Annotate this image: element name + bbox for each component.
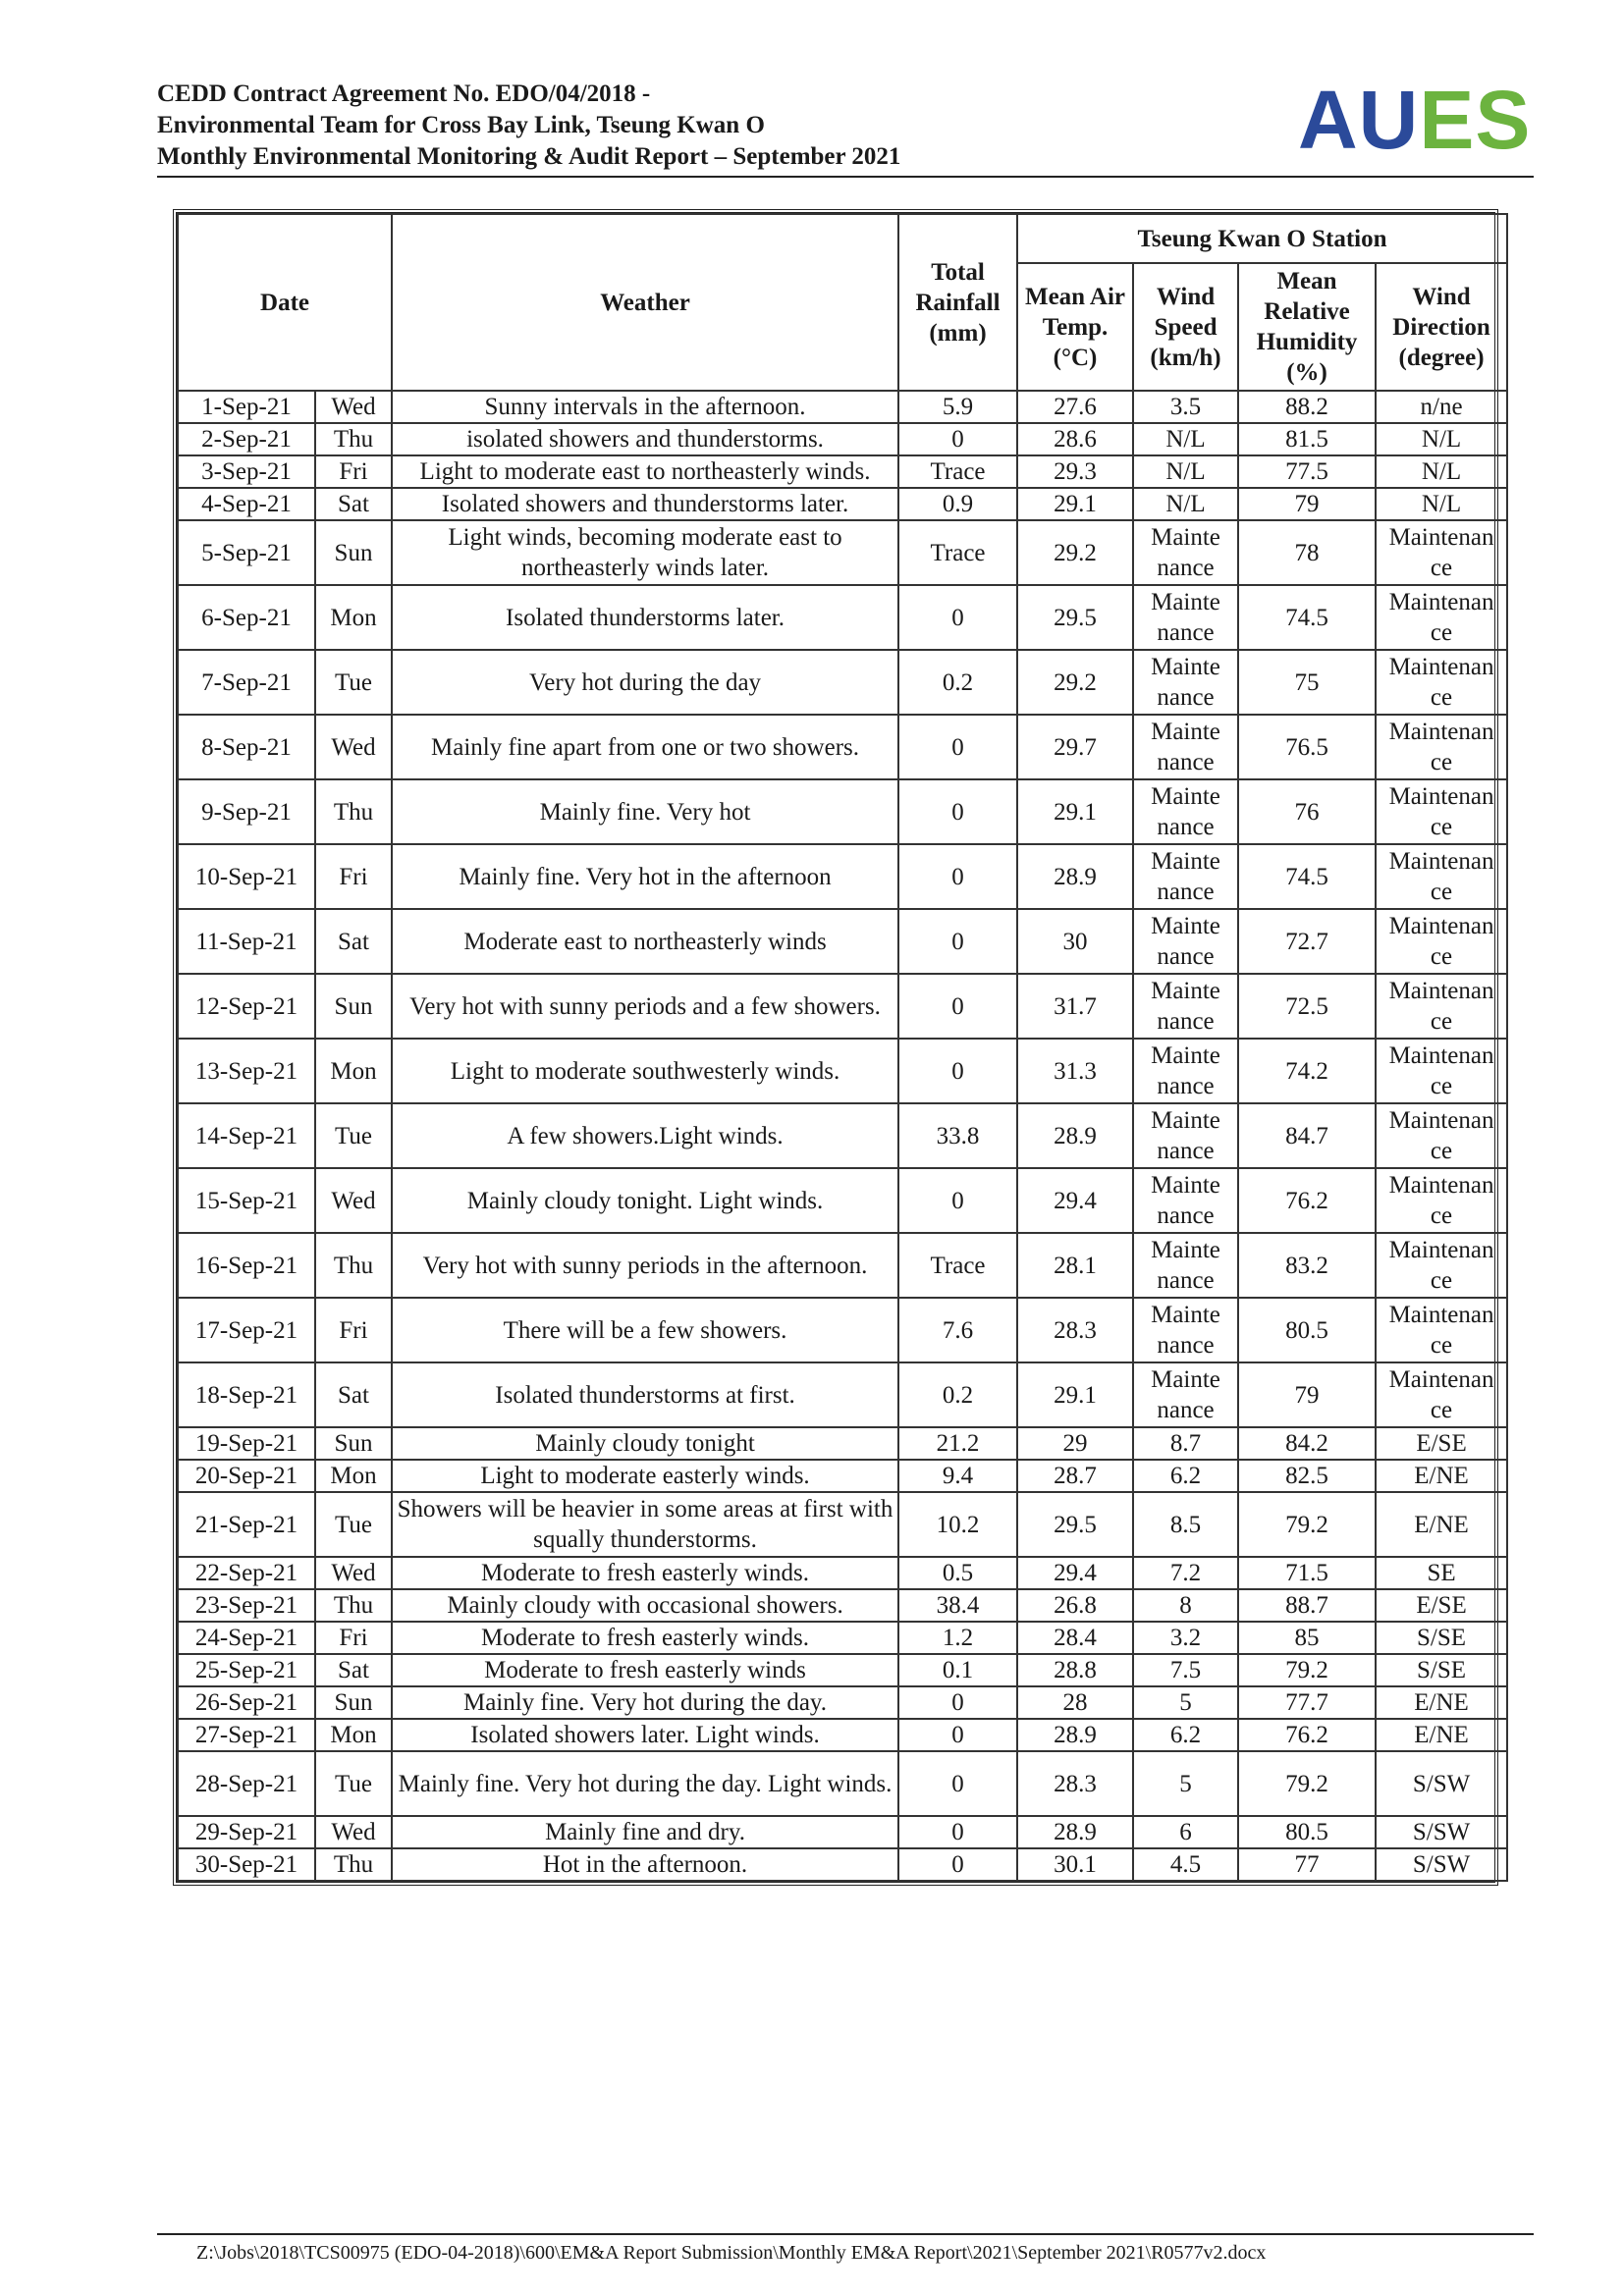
cell-humidity: 71.5: [1238, 1557, 1376, 1589]
header-team-line: Environmental Team for Cross Bay Link, Tseung Kwan O: [157, 112, 765, 138]
header-divider: [157, 176, 1534, 178]
table-row: [178, 909, 1507, 974]
cell-weather: Moderate to fresh easterly winds.: [392, 1622, 898, 1654]
cell-wind-direction: N/L: [1376, 488, 1507, 520]
cell-weather: Light to moderate easterly winds.: [392, 1460, 898, 1492]
cell-wind-direction: E/SE: [1376, 1427, 1507, 1460]
cell-humidity: 74.2: [1238, 1039, 1376, 1103]
cell-weather: Moderate to fresh easterly winds.: [392, 1557, 898, 1589]
cell-temp: 29.5: [1017, 1492, 1133, 1557]
cell-humidity: 80.5: [1238, 1816, 1376, 1848]
table-row: [178, 391, 1507, 423]
logo-text-green: ES: [1419, 74, 1532, 166]
cell-date: 10-Sep-21: [178, 844, 315, 909]
cell-wind-direction: Maintenan ce: [1376, 715, 1507, 779]
col-header-wind-speed: Wind Speed (km/h): [1133, 263, 1238, 391]
cell-weather: Hot in the afternoon.: [392, 1848, 898, 1881]
cell-wind-speed: 6: [1133, 1816, 1238, 1848]
table-row: [178, 650, 1507, 715]
logo-text-blue: AU: [1298, 74, 1420, 166]
cell-date: 16-Sep-21: [178, 1233, 315, 1298]
table-row: [178, 1039, 1507, 1103]
cell-rainfall: Trace: [898, 520, 1017, 585]
cell-rainfall: 0: [898, 844, 1017, 909]
cell-day: Tue: [315, 1751, 392, 1816]
table-row: [178, 455, 1507, 488]
weather-table-body: [178, 391, 1507, 1881]
cell-date: 12-Sep-21: [178, 974, 315, 1039]
cell-weather: Sunny intervals in the afternoon.: [392, 391, 898, 423]
cell-date: 4-Sep-21: [178, 488, 315, 520]
cell-humidity: 88.2: [1238, 391, 1376, 423]
cell-weather: Mainly cloudy tonight: [392, 1427, 898, 1460]
cell-day: Sun: [315, 1427, 392, 1460]
cell-humidity: 82.5: [1238, 1460, 1376, 1492]
cell-weather: Isolated thunderstorms later.: [392, 585, 898, 650]
cell-rainfall: 9.4: [898, 1460, 1017, 1492]
cell-weather: Very hot with sunny periods and a few showers.: [392, 974, 898, 1039]
cell-date: 14-Sep-21: [178, 1103, 315, 1168]
cell-wind-direction: E/NE: [1376, 1460, 1507, 1492]
cell-day: Fri: [315, 455, 392, 488]
table-row: [178, 1589, 1507, 1622]
col-header-rainfall: Total Rainfall (mm): [898, 214, 1017, 391]
table-row: [178, 779, 1507, 844]
cell-humidity: 75: [1238, 650, 1376, 715]
cell-humidity: 84.7: [1238, 1103, 1376, 1168]
cell-rainfall: 0: [898, 909, 1017, 974]
cell-wind-direction: Maintenan ce: [1376, 779, 1507, 844]
header-report-title: Monthly Environmental Monitoring & Audit Report – September 2021: [157, 143, 901, 170]
cell-temp: 28.4: [1017, 1622, 1133, 1654]
cell-date: 1-Sep-21: [178, 391, 315, 423]
cell-temp: 28.6: [1017, 423, 1133, 455]
table-row: [178, 1233, 1507, 1298]
cell-temp: 29.2: [1017, 520, 1133, 585]
cell-day: Wed: [315, 1557, 392, 1589]
cell-weather: Light to moderate southwesterly winds.: [392, 1039, 898, 1103]
cell-wind-speed: Mainte nance: [1133, 585, 1238, 650]
cell-wind-direction: n/ne: [1376, 391, 1507, 423]
cell-weather: Mainly fine. Very hot during the day.: [392, 1686, 898, 1719]
cell-temp: 29.2: [1017, 650, 1133, 715]
cell-temp: 29.5: [1017, 585, 1133, 650]
cell-wind-speed: Mainte nance: [1133, 1168, 1238, 1233]
cell-wind-direction: Maintenan ce: [1376, 1039, 1507, 1103]
cell-rainfall: Trace: [898, 455, 1017, 488]
cell-day: Thu: [315, 1589, 392, 1622]
cell-weather: Mainly fine and dry.: [392, 1816, 898, 1848]
cell-day: Thu: [315, 423, 392, 455]
cell-wind-direction: Maintenan ce: [1376, 585, 1507, 650]
table-row: [178, 1848, 1507, 1881]
cell-humidity: 77: [1238, 1848, 1376, 1881]
cell-weather: Mainly fine. Very hot during the day. Light winds.: [392, 1751, 898, 1816]
cell-humidity: 76.2: [1238, 1719, 1376, 1751]
cell-weather: isolated showers and thunderstorms.: [392, 423, 898, 455]
weather-table: [177, 213, 1508, 1882]
table-row: [178, 423, 1507, 455]
cell-wind-direction: Maintenan ce: [1376, 974, 1507, 1039]
cell-day: Mon: [315, 585, 392, 650]
cell-date: 21-Sep-21: [178, 1492, 315, 1557]
col-header-humidity: Mean Relative Humidity (%): [1238, 263, 1376, 391]
cell-temp: 28.8: [1017, 1654, 1133, 1686]
cell-day: Sun: [315, 520, 392, 585]
cell-humidity: 79.2: [1238, 1654, 1376, 1686]
cell-rainfall: 0: [898, 1168, 1017, 1233]
cell-wind-speed: N/L: [1133, 488, 1238, 520]
cell-date: 27-Sep-21: [178, 1719, 315, 1751]
cell-rainfall: 0.2: [898, 650, 1017, 715]
cell-wind-speed: 5: [1133, 1751, 1238, 1816]
cell-humidity: 81.5: [1238, 423, 1376, 455]
cell-rainfall: 5.9: [898, 391, 1017, 423]
cell-day: Fri: [315, 1622, 392, 1654]
cell-weather: Isolated showers later. Light winds.: [392, 1719, 898, 1751]
cell-wind-direction: Maintenan ce: [1376, 844, 1507, 909]
table-row: [178, 520, 1507, 585]
cell-wind-speed: 5: [1133, 1686, 1238, 1719]
cell-day: Wed: [315, 1816, 392, 1848]
cell-rainfall: 0.2: [898, 1362, 1017, 1427]
cell-humidity: 74.5: [1238, 844, 1376, 909]
col-header-weather: Weather: [392, 214, 898, 391]
cell-rainfall: 0: [898, 715, 1017, 779]
cell-wind-speed: N/L: [1133, 455, 1238, 488]
cell-rainfall: 10.2: [898, 1492, 1017, 1557]
table-row: [178, 715, 1507, 779]
cell-temp: 28: [1017, 1686, 1133, 1719]
cell-wind-speed: 8.7: [1133, 1427, 1238, 1460]
cell-rainfall: 0.1: [898, 1654, 1017, 1686]
cell-date: 6-Sep-21: [178, 585, 315, 650]
cell-wind-speed: Mainte nance: [1133, 650, 1238, 715]
cell-wind-speed: Mainte nance: [1133, 715, 1238, 779]
col-header-wind-direction: Wind Direction (degree): [1376, 263, 1507, 391]
table-row: [178, 488, 1507, 520]
cell-day: Sat: [315, 1654, 392, 1686]
cell-date: 11-Sep-21: [178, 909, 315, 974]
cell-weather: Moderate to fresh easterly winds: [392, 1654, 898, 1686]
table-row: [178, 1654, 1507, 1686]
col-header-station: Tseung Kwan O Station: [1017, 214, 1507, 263]
cell-day: Mon: [315, 1039, 392, 1103]
cell-humidity: 74.5: [1238, 585, 1376, 650]
cell-day: Thu: [315, 1848, 392, 1881]
cell-day: Sat: [315, 488, 392, 520]
cell-humidity: 79: [1238, 1362, 1376, 1427]
cell-temp: 29.4: [1017, 1557, 1133, 1589]
cell-day: Tue: [315, 650, 392, 715]
cell-humidity: 80.5: [1238, 1298, 1376, 1362]
cell-day: Sun: [315, 1686, 392, 1719]
cell-humidity: 84.2: [1238, 1427, 1376, 1460]
cell-weather: Very hot during the day: [392, 650, 898, 715]
cell-wind-direction: Maintenan ce: [1376, 909, 1507, 974]
cell-date: 24-Sep-21: [178, 1622, 315, 1654]
cell-humidity: 83.2: [1238, 1233, 1376, 1298]
cell-weather: A few showers.Light winds.: [392, 1103, 898, 1168]
table-row: [178, 844, 1507, 909]
cell-humidity: 76.2: [1238, 1168, 1376, 1233]
cell-date: 20-Sep-21: [178, 1460, 315, 1492]
cell-wind-speed: Mainte nance: [1133, 974, 1238, 1039]
cell-wind-direction: Maintenan ce: [1376, 1233, 1507, 1298]
cell-date: 29-Sep-21: [178, 1816, 315, 1848]
cell-temp: 29.1: [1017, 779, 1133, 844]
cell-wind-direction: Maintenan ce: [1376, 1298, 1507, 1362]
cell-rainfall: 1.2: [898, 1622, 1017, 1654]
cell-day: Tue: [315, 1492, 392, 1557]
cell-date: 28-Sep-21: [178, 1751, 315, 1816]
cell-weather: Isolated thunderstorms at first.: [392, 1362, 898, 1427]
cell-rainfall: 0: [898, 1848, 1017, 1881]
cell-weather: Mainly fine apart from one or two showers.: [392, 715, 898, 779]
cell-wind-speed: 7.2: [1133, 1557, 1238, 1589]
cell-date: 25-Sep-21: [178, 1654, 315, 1686]
cell-temp: 31.7: [1017, 974, 1133, 1039]
cell-rainfall: 0: [898, 423, 1017, 455]
cell-weather: Isolated showers and thunderstorms later.: [392, 488, 898, 520]
cell-rainfall: 33.8: [898, 1103, 1017, 1168]
cell-weather: Mainly fine. Very hot: [392, 779, 898, 844]
cell-rainfall: 0: [898, 1751, 1017, 1816]
table-row: [178, 1686, 1507, 1719]
cell-wind-speed: Mainte nance: [1133, 520, 1238, 585]
cell-temp: 26.8: [1017, 1589, 1133, 1622]
cell-date: 8-Sep-21: [178, 715, 315, 779]
cell-humidity: 78: [1238, 520, 1376, 585]
weather-table-frame: [173, 209, 1498, 1886]
cell-wind-speed: 6.2: [1133, 1719, 1238, 1751]
cell-day: Wed: [315, 1168, 392, 1233]
table-row: [178, 1103, 1507, 1168]
footer-divider: [157, 2233, 1534, 2235]
cell-day: Tue: [315, 1103, 392, 1168]
cell-date: 22-Sep-21: [178, 1557, 315, 1589]
cell-rainfall: 0: [898, 1719, 1017, 1751]
cell-wind-direction: Maintenan ce: [1376, 1103, 1507, 1168]
cell-temp: 28.9: [1017, 844, 1133, 909]
cell-humidity: 79: [1238, 488, 1376, 520]
cell-wind-speed: Mainte nance: [1133, 1233, 1238, 1298]
cell-rainfall: 0.5: [898, 1557, 1017, 1589]
cell-temp: 30: [1017, 909, 1133, 974]
cell-date: 19-Sep-21: [178, 1427, 315, 1460]
cell-wind-direction: Maintenan ce: [1376, 1362, 1507, 1427]
cell-rainfall: Trace: [898, 1233, 1017, 1298]
cell-temp: 27.6: [1017, 391, 1133, 423]
cell-temp: 28.1: [1017, 1233, 1133, 1298]
cell-weather: Light to moderate east to northeasterly winds.: [392, 455, 898, 488]
cell-weather: There will be a few showers.: [392, 1298, 898, 1362]
table-row: [178, 1557, 1507, 1589]
cell-humidity: 72.7: [1238, 909, 1376, 974]
col-header-temp: Mean Air Temp. (°C): [1017, 263, 1133, 391]
cell-weather: Mainly cloudy tonight. Light winds.: [392, 1168, 898, 1233]
cell-wind-direction: Maintenan ce: [1376, 1168, 1507, 1233]
cell-temp: 28.9: [1017, 1719, 1133, 1751]
cell-wind-speed: Mainte nance: [1133, 1362, 1238, 1427]
cell-wind-direction: E/NE: [1376, 1492, 1507, 1557]
cell-wind-speed: 8: [1133, 1589, 1238, 1622]
cell-wind-speed: Mainte nance: [1133, 779, 1238, 844]
cell-wind-speed: 4.5: [1133, 1848, 1238, 1881]
cell-day: Sat: [315, 909, 392, 974]
header-contract-line: CEDD Contract Agreement No. EDO/04/2018 -: [157, 80, 651, 107]
footer-file-path: Z:\Jobs\2018\TCS00975 (EDO-04-2018)\600\EM&A Report Submission\Monthly EM&A Report\2021\September 2021\R0577v2.docx: [196, 2242, 1267, 2264]
cell-wind-speed: Mainte nance: [1133, 909, 1238, 974]
table-row: [178, 974, 1507, 1039]
table-row: [178, 1427, 1507, 1460]
cell-weather: Showers will be heavier in some areas at first with squally thunderstorms.: [392, 1492, 898, 1557]
table-row: [178, 1492, 1507, 1557]
cell-humidity: 88.7: [1238, 1589, 1376, 1622]
cell-wind-direction: E/NE: [1376, 1686, 1507, 1719]
cell-day: Mon: [315, 1460, 392, 1492]
cell-humidity: 77.5: [1238, 455, 1376, 488]
cell-date: 7-Sep-21: [178, 650, 315, 715]
cell-wind-direction: SE: [1376, 1557, 1507, 1589]
cell-wind-speed: Mainte nance: [1133, 844, 1238, 909]
cell-day: Sat: [315, 1362, 392, 1427]
cell-temp: 29.1: [1017, 1362, 1133, 1427]
cell-wind-direction: S/SW: [1376, 1816, 1507, 1848]
cell-rainfall: 0: [898, 1816, 1017, 1848]
cell-humidity: 85: [1238, 1622, 1376, 1654]
cell-wind-speed: 8.5: [1133, 1492, 1238, 1557]
cell-humidity: 79.2: [1238, 1751, 1376, 1816]
cell-wind-direction: S/SE: [1376, 1622, 1507, 1654]
cell-date: 30-Sep-21: [178, 1848, 315, 1881]
cell-temp: 28.9: [1017, 1103, 1133, 1168]
cell-rainfall: 0: [898, 974, 1017, 1039]
header-row-top: [178, 214, 1507, 263]
col-header-date: Date: [178, 214, 392, 391]
cell-rainfall: 0: [898, 779, 1017, 844]
cell-wind-speed: Mainte nance: [1133, 1298, 1238, 1362]
table-row: [178, 1168, 1507, 1233]
cell-weather: Moderate east to northeasterly winds: [392, 909, 898, 974]
cell-date: 17-Sep-21: [178, 1298, 315, 1362]
cell-rainfall: 0: [898, 585, 1017, 650]
cell-date: 2-Sep-21: [178, 423, 315, 455]
cell-day: Sun: [315, 974, 392, 1039]
cell-temp: 28.3: [1017, 1298, 1133, 1362]
cell-day: Fri: [315, 1298, 392, 1362]
table-row: [178, 585, 1507, 650]
table-row: [178, 1751, 1507, 1816]
cell-wind-speed: N/L: [1133, 423, 1238, 455]
cell-wind-direction: E/NE: [1376, 1719, 1507, 1751]
cell-wind-speed: 6.2: [1133, 1460, 1238, 1492]
cell-date: 18-Sep-21: [178, 1362, 315, 1427]
cell-humidity: 76: [1238, 779, 1376, 844]
cell-temp: 29.4: [1017, 1168, 1133, 1233]
cell-temp: 29.7: [1017, 715, 1133, 779]
cell-day: Thu: [315, 1233, 392, 1298]
cell-weather: Mainly cloudy with occasional showers.: [392, 1589, 898, 1622]
cell-date: 3-Sep-21: [178, 455, 315, 488]
cell-weather: Very hot with sunny periods in the afternoon.: [392, 1233, 898, 1298]
cell-wind-direction: Maintenan ce: [1376, 520, 1507, 585]
cell-wind-speed: Mainte nance: [1133, 1039, 1238, 1103]
cell-rainfall: 0: [898, 1039, 1017, 1103]
table-row: [178, 1719, 1507, 1751]
cell-wind-direction: S/SW: [1376, 1751, 1507, 1816]
cell-humidity: 77.7: [1238, 1686, 1376, 1719]
cell-date: 15-Sep-21: [178, 1168, 315, 1233]
cell-wind-speed: 7.5: [1133, 1654, 1238, 1686]
cell-wind-speed: 3.5: [1133, 391, 1238, 423]
cell-temp: 28.3: [1017, 1751, 1133, 1816]
cell-day: Thu: [315, 779, 392, 844]
cell-rainfall: 0: [898, 1686, 1017, 1719]
cell-wind-speed: Mainte nance: [1133, 1103, 1238, 1168]
cell-humidity: 76.5: [1238, 715, 1376, 779]
cell-rainfall: 7.6: [898, 1298, 1017, 1362]
table-row: [178, 1362, 1507, 1427]
cell-temp: 30.1: [1017, 1848, 1133, 1881]
cell-day: Wed: [315, 715, 392, 779]
table-row: [178, 1460, 1507, 1492]
cell-humidity: 79.2: [1238, 1492, 1376, 1557]
cell-temp: 29: [1017, 1427, 1133, 1460]
cell-temp: 29.1: [1017, 488, 1133, 520]
cell-date: 5-Sep-21: [178, 520, 315, 585]
cell-humidity: 72.5: [1238, 974, 1376, 1039]
cell-day: Mon: [315, 1719, 392, 1751]
cell-rainfall: 38.4: [898, 1589, 1017, 1622]
cell-wind-direction: Maintenan ce: [1376, 650, 1507, 715]
cell-rainfall: 0.9: [898, 488, 1017, 520]
aues-logo: [1298, 74, 1532, 166]
cell-date: 13-Sep-21: [178, 1039, 315, 1103]
cell-date: 26-Sep-21: [178, 1686, 315, 1719]
cell-date: 23-Sep-21: [178, 1589, 315, 1622]
cell-wind-direction: S/SW: [1376, 1848, 1507, 1881]
cell-wind-direction: E/SE: [1376, 1589, 1507, 1622]
cell-temp: 28.7: [1017, 1460, 1133, 1492]
cell-date: 9-Sep-21: [178, 779, 315, 844]
cell-weather: Light winds, becoming moderate east to northeasterly winds later.: [392, 520, 898, 585]
cell-day: Fri: [315, 844, 392, 909]
cell-temp: 28.9: [1017, 1816, 1133, 1848]
cell-day: Wed: [315, 391, 392, 423]
cell-weather: Mainly fine. Very hot in the afternoon: [392, 844, 898, 909]
cell-wind-direction: S/SE: [1376, 1654, 1507, 1686]
table-row: [178, 1622, 1507, 1654]
cell-temp: 29.3: [1017, 455, 1133, 488]
table-row: [178, 1298, 1507, 1362]
cell-wind-direction: N/L: [1376, 455, 1507, 488]
cell-wind-speed: 3.2: [1133, 1622, 1238, 1654]
table-row: [178, 1816, 1507, 1848]
cell-temp: 31.3: [1017, 1039, 1133, 1103]
cell-rainfall: 21.2: [898, 1427, 1017, 1460]
cell-wind-direction: N/L: [1376, 423, 1507, 455]
